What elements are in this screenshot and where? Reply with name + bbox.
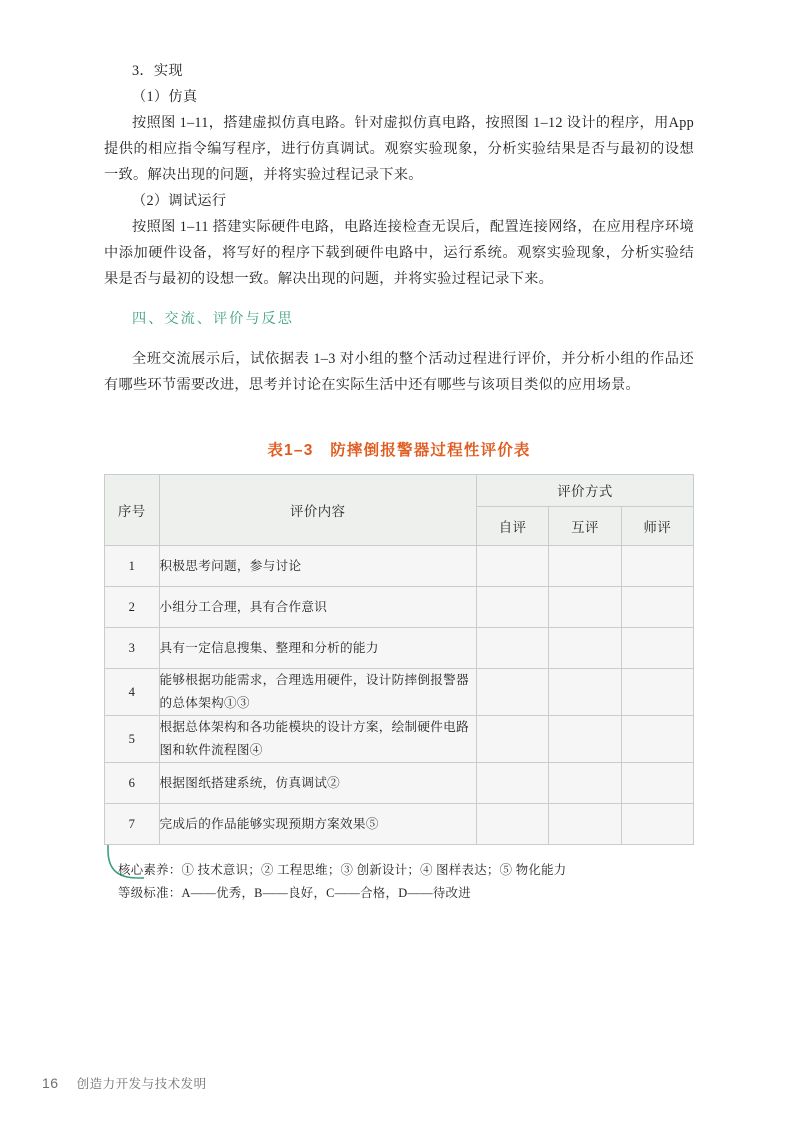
cell-teacher-eval[interactable] bbox=[621, 716, 693, 763]
cell-content: 小组分工合理，具有合作意识 bbox=[159, 587, 477, 628]
column-header-self-eval: 自评 bbox=[477, 506, 549, 546]
paragraph-debug-title: （2）调试运行 bbox=[132, 193, 227, 209]
cell-no: 1 bbox=[105, 546, 160, 587]
paragraph-implementation-title: 3．实现 bbox=[132, 63, 183, 79]
cell-teacher-eval[interactable] bbox=[621, 669, 693, 716]
paragraph-simulation-body: 按照图 1–11，搭建虚拟仿真电路。针对虚拟仿真电路，按照图 1–12 设计的程序，用App 提供的相应指令编写程序，进行仿真调试。观察实验现象，分析实验结果是否与最初的设想一致。解决出现的问题，并将实验过程记录下来。 bbox=[104, 115, 694, 183]
body-text-block bbox=[104, 58, 694, 398]
column-header-peer-eval: 互评 bbox=[549, 506, 621, 546]
table-row bbox=[105, 669, 694, 716]
cell-teacher-eval[interactable] bbox=[621, 587, 693, 628]
cell-teacher-eval[interactable] bbox=[621, 763, 693, 804]
table-row bbox=[105, 804, 694, 845]
cell-content: 完成后的作品能够实现预期方案效果⑤ bbox=[159, 804, 477, 845]
note-grade-standard: 等级标准：A——优秀，B——良好，C——合格，D——待改进 bbox=[118, 886, 471, 901]
cell-self-eval[interactable] bbox=[477, 716, 549, 763]
page-number: 16 bbox=[42, 1075, 59, 1091]
column-header-method: 评价方式 bbox=[477, 475, 694, 506]
cell-no: 4 bbox=[105, 669, 160, 716]
cell-content: 具有一定信息搜集、整理和分析的能力 bbox=[159, 628, 477, 669]
paragraph-simulation-title: （1）仿真 bbox=[132, 89, 198, 105]
page-footer bbox=[42, 1074, 207, 1092]
table-row bbox=[105, 587, 694, 628]
cell-peer-eval[interactable] bbox=[549, 804, 621, 845]
cell-self-eval[interactable] bbox=[477, 669, 549, 716]
paragraph-evaluation-intro: 全班交流展示后，试依据表 1–3 对小组的整个活动过程进行评价，并分析小组的作品还有哪些环节需要改进，思考并讨论在实际生活中还有哪些与该项目类似的应用场景。 bbox=[104, 351, 694, 394]
cell-peer-eval[interactable] bbox=[549, 628, 621, 669]
cell-self-eval[interactable] bbox=[477, 546, 549, 587]
page-content bbox=[104, 58, 694, 905]
table-row bbox=[105, 628, 694, 669]
table-header-row-1 bbox=[105, 475, 694, 506]
footer-book-title: 创造力开发与技术发明 bbox=[76, 1077, 207, 1091]
table-row bbox=[105, 546, 694, 587]
table-header bbox=[105, 475, 694, 546]
cell-no: 7 bbox=[105, 804, 160, 845]
section-heading-exchange-evaluation: 四、交流、评价与反思 bbox=[132, 311, 294, 328]
column-header-teacher-eval: 师评 bbox=[621, 506, 693, 546]
table-notes bbox=[104, 859, 694, 905]
cell-peer-eval[interactable] bbox=[549, 587, 621, 628]
cell-no: 2 bbox=[105, 587, 160, 628]
table-caption: 表1–3 防摔倒报警器过程性评价表 bbox=[267, 442, 531, 460]
cell-no: 6 bbox=[105, 763, 160, 804]
cell-teacher-eval[interactable] bbox=[621, 804, 693, 845]
cell-content: 根据图纸搭建系统，仿真调试② bbox=[159, 763, 477, 804]
cell-self-eval[interactable] bbox=[477, 763, 549, 804]
cell-peer-eval[interactable] bbox=[549, 716, 621, 763]
cell-no: 3 bbox=[105, 628, 160, 669]
cell-content: 根据总体架构和各功能模块的设计方案，绘制硬件电路图和软件流程图④ bbox=[159, 716, 477, 763]
paragraph-debug-body: 按照图 1–11 搭建实际硬件电路，电路连接检查无误后，配置连接网络，在应用程序环境中添加硬件设备，将写好的程序下载到硬件电路中，运行系统。观察实验现象，分析实验结果是否与最初的设想一致。解决出现的问题，并将实验过程记录下来。 bbox=[104, 219, 694, 287]
cell-content: 能够根据功能需求，合理选用硬件，设计防摔倒报警器的总体架构①③ bbox=[159, 669, 477, 716]
cell-peer-eval[interactable] bbox=[549, 763, 621, 804]
column-header-content: 评价内容 bbox=[159, 475, 477, 546]
cell-self-eval[interactable] bbox=[477, 628, 549, 669]
cell-peer-eval[interactable] bbox=[549, 669, 621, 716]
cell-self-eval[interactable] bbox=[477, 587, 549, 628]
note-core-literacy: 核心素养：① 技术意识；② 工程思维；③ 创新设计；④ 图样表达；⑤ 物化能力 bbox=[118, 863, 567, 878]
cell-self-eval[interactable] bbox=[477, 804, 549, 845]
evaluation-table bbox=[104, 474, 694, 845]
cell-teacher-eval[interactable] bbox=[621, 546, 693, 587]
table-row bbox=[105, 763, 694, 804]
cell-peer-eval[interactable] bbox=[549, 546, 621, 587]
table-body bbox=[105, 546, 694, 845]
cell-teacher-eval[interactable] bbox=[621, 628, 693, 669]
column-header-no: 序号 bbox=[105, 475, 160, 546]
cell-no: 5 bbox=[105, 716, 160, 763]
table-row bbox=[105, 716, 694, 763]
cell-content: 积极思考问题，参与讨论 bbox=[159, 546, 477, 587]
